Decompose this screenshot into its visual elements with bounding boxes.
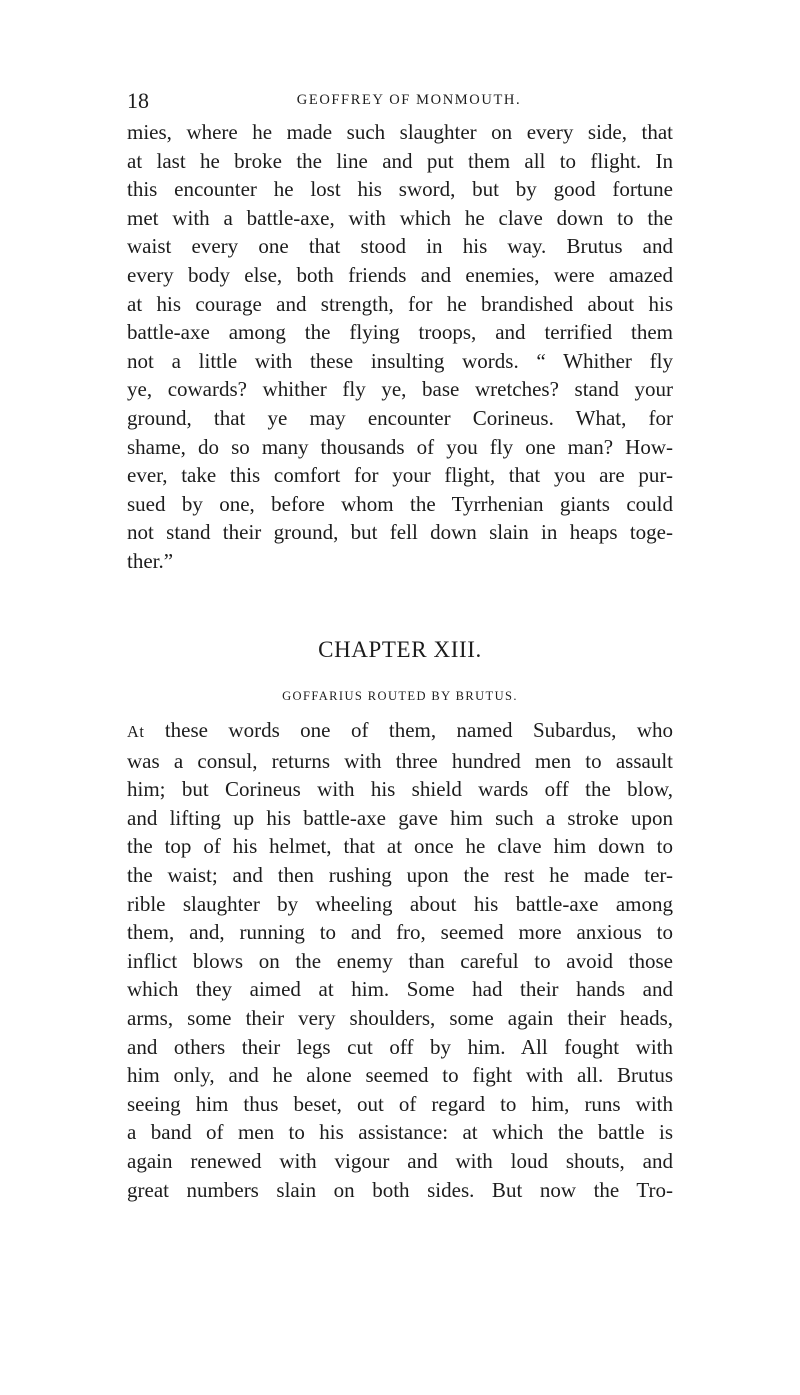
text-line: sued by one, before whom the Tyrrhenian giants could	[127, 491, 673, 516]
text-line: battle-axe among the flying troops, and terrified them	[127, 320, 673, 345]
text-line: not a little with these insulting words. “ Whither fly	[127, 348, 673, 373]
chapter-title: CHAPTER XIII.	[318, 637, 482, 662]
text-line: him; but Corineus with his shield wards off the blow,	[127, 777, 673, 802]
initial-word: At	[127, 722, 145, 741]
text-line: seeing him thus beset, out of regard to him, runs with	[127, 1091, 673, 1116]
text-line: him only, and he alone seemed to fight with all. Brutus	[127, 1063, 673, 1088]
paragraph-2	[127, 716, 673, 1204]
text-line: mies, where he made such slaughter on every side, that	[127, 120, 673, 144]
text-line: and lifting up his battle-axe gave him such a stroke upon	[127, 805, 673, 830]
text-line: great numbers slain on both sides. But now the Tro-	[127, 1177, 673, 1202]
text-line-first	[127, 716, 673, 747]
text-line: a band of men to his assistance: at which the battle is	[127, 1120, 673, 1145]
text-line: and others their legs cut off by him. All fought with	[127, 1034, 673, 1059]
text-line: at last he broke the line and put them all to flight. In	[127, 148, 673, 173]
text-line: which they aimed at him. Some had their hands and	[127, 977, 673, 1002]
text-line: at his courage and strength, for he brandished about his	[127, 291, 673, 316]
text-line: arms, some their very shoulders, some again their heads,	[127, 1005, 673, 1030]
text-line: met with a battle-axe, with which he clave down to the	[127, 205, 673, 230]
text-line: every body else, both friends and enemies, were amazed	[127, 262, 673, 287]
text-line: this encounter he lost his sword, but by good fortune	[127, 177, 673, 202]
text-line: ever, take this comfort for your flight, that you are pur-	[127, 463, 673, 488]
text-line: again renewed with vigour and with loud shouts, and	[127, 1148, 673, 1173]
paragraph-1	[127, 118, 673, 576]
text-line: was a consul, returns with three hundred men to assault	[127, 748, 673, 773]
text-line: inflict blows on the enemy than careful to avoid those	[127, 948, 673, 973]
text-line: the waist; and then rushing upon the rest he made ter-	[127, 862, 673, 887]
text-line: not stand their ground, but fell down slain in heaps toge-	[127, 520, 673, 545]
text-line: them, and, running to and fro, seemed more anxious to	[127, 920, 673, 945]
text-line: ther.”	[127, 548, 174, 573]
text-line: waist every one that stood in his way. Brutus and	[127, 234, 673, 259]
text-line: the top of his helmet, that at once he clave him down to	[127, 834, 673, 859]
chapter-subtitle: GOFFARIUS ROUTED BY BRUTUS.	[282, 689, 518, 703]
text-line: shame, do so many thousands of you fly one man? How-	[127, 434, 673, 459]
text-line: ye, cowards? whither fly ye, base wretches? stand your	[127, 377, 673, 402]
running-head: GEOFFREY OF MONMOUTH.	[296, 92, 522, 108]
text-line: ground, that ye may encounter Corineus. What, for	[127, 405, 673, 430]
first-line-rest: these words one of them, named Subardus, who	[144, 718, 673, 742]
text-line: rible slaughter by wheeling about his battle-axe among	[127, 891, 673, 916]
page-number: 18	[127, 88, 149, 113]
